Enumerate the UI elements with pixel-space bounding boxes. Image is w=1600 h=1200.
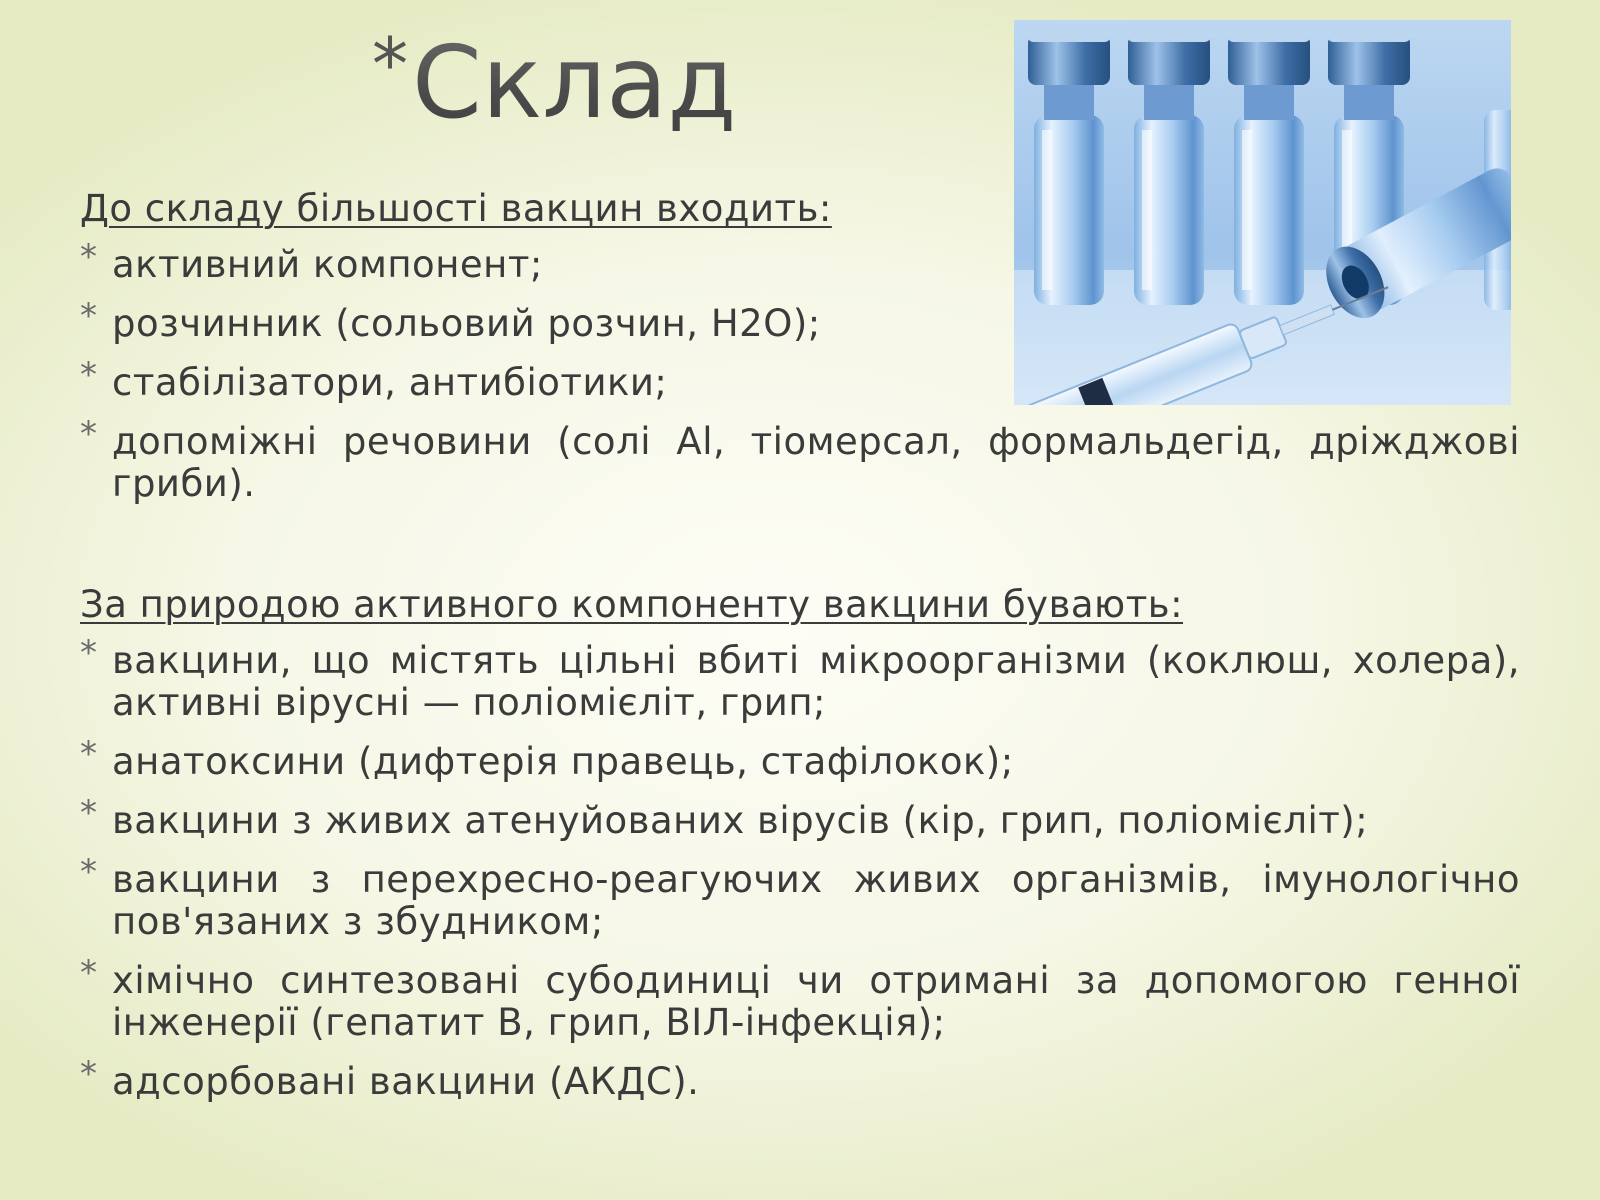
bullet-asterisk-icon: * xyxy=(80,793,98,833)
bullet-asterisk-icon: * xyxy=(80,355,98,395)
list-item-text: стабілізатори, антибіотики; xyxy=(112,361,668,404)
slide-content xyxy=(80,188,1520,1120)
bullet-asterisk-icon: * xyxy=(80,237,98,277)
list-item-text: розчинник (сольовий розчин, H2O); xyxy=(112,302,821,345)
list-item xyxy=(80,852,1520,943)
section2-list xyxy=(80,633,1520,1103)
slide-title xyxy=(372,18,737,148)
list-item-text: хімічно синтезовані субодиниці чи отримані за допомогою генної інженерії (гепатит В, грип, ВІЛ-інфекція); xyxy=(112,959,1520,1044)
bullet-asterisk-icon: * xyxy=(80,1054,98,1094)
list-item xyxy=(80,296,1520,345)
bullet-asterisk-icon: * xyxy=(80,414,98,454)
list-item-text: допоміжні речовини (солі Al, тіомерсал, формальдегід, дріжджові гриби). xyxy=(112,420,1520,505)
list-item xyxy=(80,237,1520,286)
bullet-asterisk-icon: * xyxy=(80,953,98,993)
bullet-asterisk-icon: * xyxy=(80,633,98,673)
list-item-text: вакцини з живих атенуйованих вірусів (кір, грип, поліомієліт); xyxy=(112,799,1369,842)
section-spacer xyxy=(80,522,1520,584)
list-item xyxy=(80,734,1520,783)
section2-heading: За природою активного компоненту вакцини бувають: xyxy=(80,583,1184,626)
list-item-text: активний компонент; xyxy=(112,243,543,286)
bullet-asterisk-icon: * xyxy=(80,734,98,774)
list-item xyxy=(80,953,1520,1044)
list-item xyxy=(80,355,1520,404)
list-item-text: адсорбовані вакцини (АКДС). xyxy=(112,1060,700,1103)
bullet-asterisk-icon: * xyxy=(80,852,98,892)
list-item-text: вакцини, що містять цільні вбиті мікроорганізми (коклюш, холера), активні вірусні — поліомієліт, грип; xyxy=(112,639,1520,724)
section1-list xyxy=(80,237,1520,505)
list-item xyxy=(80,1054,1520,1103)
list-item xyxy=(80,793,1520,842)
list-item-text: вакцини з перехресно-реагуючих живих організмів, імунологічно пов'язаних з збудником; xyxy=(112,858,1520,943)
title-asterisk: * xyxy=(372,22,408,106)
section1-heading: До складу більшості вакцин входить: xyxy=(80,187,832,230)
title-text: Склад xyxy=(412,24,737,141)
bullet-asterisk-icon: * xyxy=(80,296,98,336)
list-item xyxy=(80,633,1520,724)
list-item-text: анатоксини (дифтерія правець, стафілокок); xyxy=(112,740,1014,783)
list-item xyxy=(80,414,1520,505)
